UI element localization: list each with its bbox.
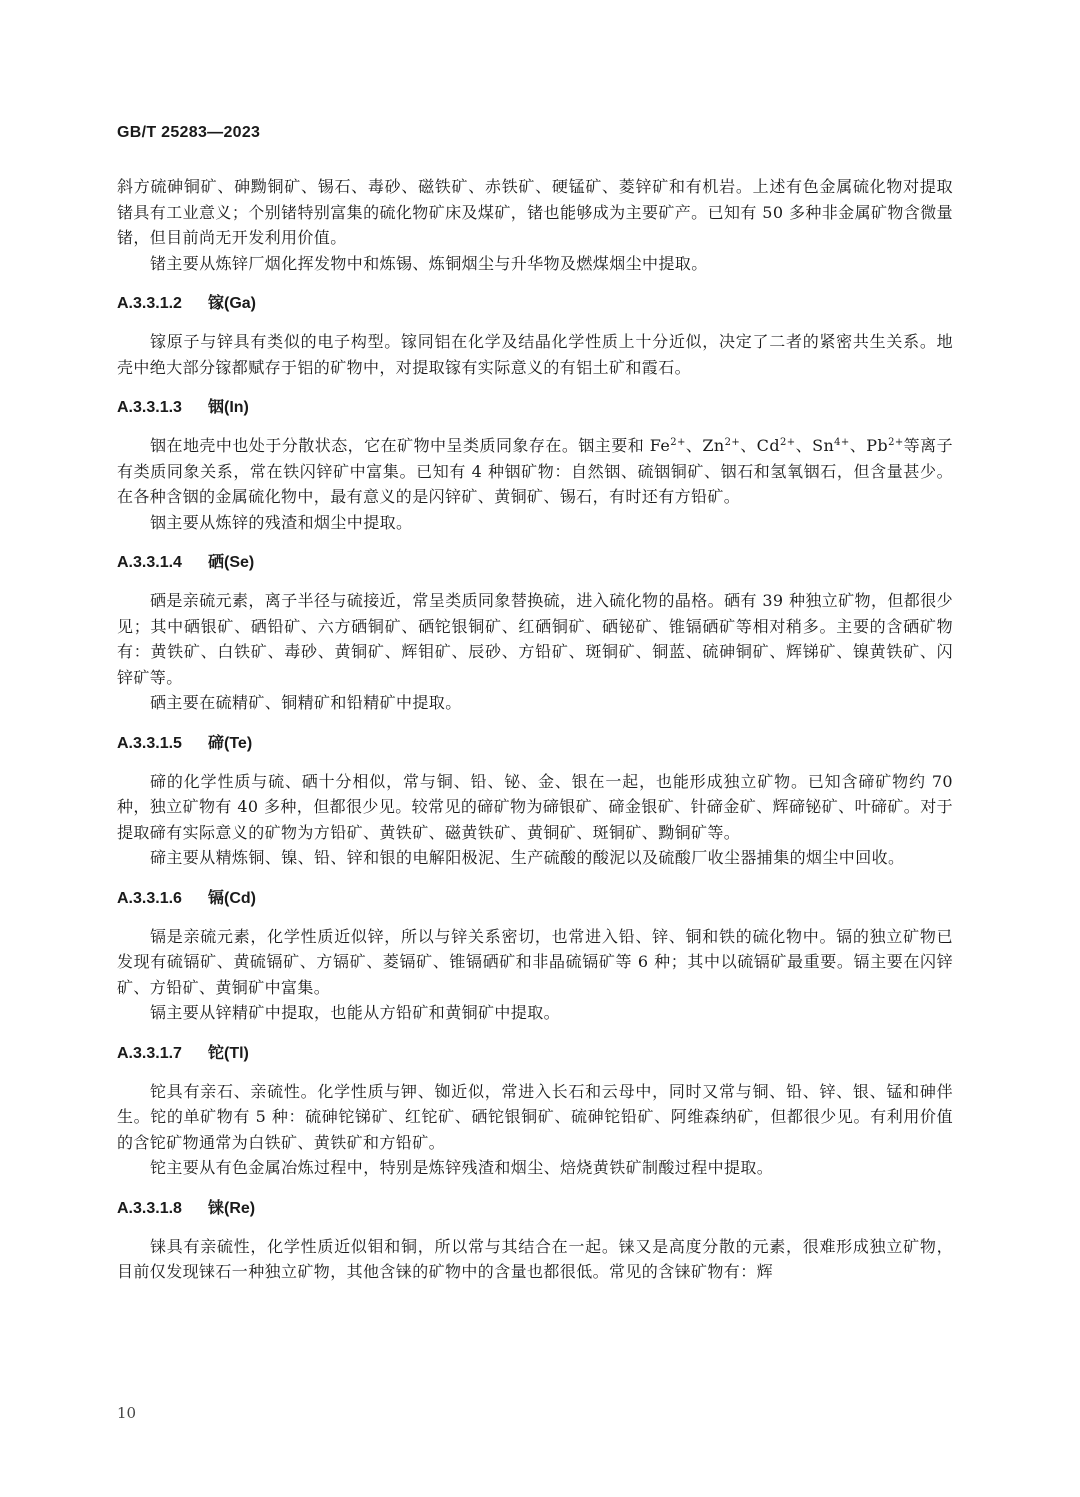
paragraph: 铊主要从有色金属冶炼过程中，特别是炼锌残渣和烟尘、焙烧黄铁矿制酸过程中提取。 [150,1158,774,1177]
paragraph: 铊具有亲石、亲硫性。化学性质与钾、铷近似，常进入长石和云母中，同时又常与铜、铅、锌、银、锰和砷伴生。铊的单矿物有 5 种：硫砷铊锑矿、红铊矿、硒铊银铜矿、硫砷铊铅矿、阿维森纳矿，但都很少见。有利用价值的含铊矿物通常为白铁矿、黄铁矿和方铅矿。 [117,1081,953,1152]
section-heading-cd [117,886,953,911]
page-number: 10 [117,1404,137,1422]
paragraph: 碲主要从精炼铜、镍、铅、锌和银的电解阳极泥、生产硫酸的酸泥以及硫酸厂收尘器捕集的烟尘中回收。 [150,848,905,867]
section-heading-re [117,1196,953,1221]
paragraph-ions [117,433,953,510]
paragraph: 镉是亲硫元素，化学性质近似锌，所以与锌关系密切，也常进入铅、锌、铜和铁的硫化物中。镉的独立矿物已发现有硫镉矿、黄硫镉矿、方镉矿、菱镉矿、锥镉硒矿和非晶硫镉矿等 6 种；其中以硫镉矿最重要。镉主要在闪锌矿、方铅矿、黄铜矿中富集。 [117,926,953,997]
section-title: 碲(Te) [208,734,253,752]
section-title: 铊(Tl) [208,1044,249,1062]
section-heading-tl [117,1041,953,1066]
section-heading-ga [117,291,953,316]
ion-charge: 2+ [779,437,796,448]
paragraph: 铟主要从炼锌的残渣和烟尘中提取。 [150,512,413,532]
standard-code: GB/T 25283—2023 [117,124,261,141]
ion-charge: 2+ [724,437,741,448]
paragraph: 铼具有亲硫性，化学性质近似钼和铜，所以常与其结合在一起。铼又是高度分散的元素，很难形成独立矿物，目前仅发现铼石一种独立矿物，其他含铼的矿物中的含量也都很低。常见的含铼矿物有：辉 [117,1236,953,1281]
text-run: 、Cd [740,436,780,455]
text-run: 、Sn [795,436,835,455]
section-heading-se [117,550,953,575]
section-heading-te [117,731,953,756]
text-run: 、Pb [849,436,889,455]
ion-charge: 4+ [834,437,850,448]
paragraph: 镉主要从锌精矿中提取，也能从方铅矿和黄铜矿中提取。 [150,1003,561,1022]
section-number: A.3.3.1.5 [117,734,182,752]
section-number: A.3.3.1.3 [117,399,182,416]
ion-charge: 2+ [670,437,686,448]
paragraph: 镓原子与锌具有类似的电子构型。镓同铝在化学及结晶化学性质上十分近似，决定了二者的紧密共生关系。地壳中绝大部分镓都赋存于铝的矿物中，对提取镓有实际意义的有铝土矿和霞石。 [117,332,953,377]
section-number: A.3.3.1.4 [117,554,182,571]
section-title: 硒(Se) [208,554,255,571]
section-title: 铟(In) [208,399,249,416]
section-number: A.3.3.1.8 [117,1199,182,1217]
paragraph: 碲的化学性质与硫、硒十分相似，常与铜、铅、铋、金、银在一起，也能形成独立矿物。已知含碲矿物约 70 种，独立矿物有 40 多种，但都很少见。较常见的碲矿物为碲银矿、碲金银矿、针碲金矿、辉碲铋矿、叶碲矿。对于提取碲有实际意义的矿物为方铅矿、黄铁矿、磁黄铁矿、黄铜矿、斑铜矿、黝铜矿等。 [117,771,953,842]
document-body [117,174,953,1285]
section-number: A.3.3.1.2 [117,295,182,312]
section-heading-in [117,395,953,420]
ion-charge: 2+ [888,437,904,448]
section-title: 镉(Cd) [208,889,256,907]
section-title: 镓(Ga) [208,295,257,312]
paragraph: 锗主要从炼锌厂烟化挥发物中和炼锡、炼铜烟尘与升华物及燃煤烟尘中提取。 [150,253,708,273]
section-number: A.3.3.1.7 [117,1044,182,1062]
text-run: 、Zn [685,436,725,455]
text-run: 铟在地壳中也处于分散状态，它在矿物中呈类质同象存在。铟主要和 Fe [150,436,671,455]
paragraph: 斜方硫砷铜矿、砷黝铜矿、锡石、毒砂、磁铁矿、赤铁矿、硬锰矿、菱锌矿和有机岩。上述有色金属硫化物对提取锗具有工业意义；个别锗特别富集的硫化物矿床及煤矿，锗也能够成为主要矿产。已知有 50 多种非金属矿物含微量锗，但目前尚无开发利用价值。 [117,177,953,247]
section-number: A.3.3.1.6 [117,889,182,907]
paragraph: 硒主要在硫精矿、铜精矿和铅精矿中提取。 [150,693,462,712]
text-run: 等离子有类质同象关系，常在铁闪锌矿中富集。已知有 4 种铟矿物：自然铟、硫铟铜矿、铟石和氢氧铟石，但含量甚少。在各种含铟的金属硫化物中，最有意义的是闪锌矿、黄铜矿、锡石，有时还有方铅矿。 [117,436,954,506]
section-title: 铼(Re) [208,1199,256,1217]
paragraph: 硒是亲硫元素，离子半径与硫接近，常呈类质同象替换硫，进入硫化物的晶格。硒有 39 种独立矿物，但都很少见；其中硒银矿、硒铅矿、六方硒铜矿、硒铊银铜矿、红硒铜矿、硒铋矿、锥镉硒矿等相对稍多。主要的含硒矿物有：黄铁矿、白铁矿、毒砂、黄铜矿、辉钼矿、辰砂、方铅矿、斑铜矿、铜蓝、硫砷铜矿、辉锑矿、镍黄铁矿、闪锌矿等。 [117,591,953,687]
